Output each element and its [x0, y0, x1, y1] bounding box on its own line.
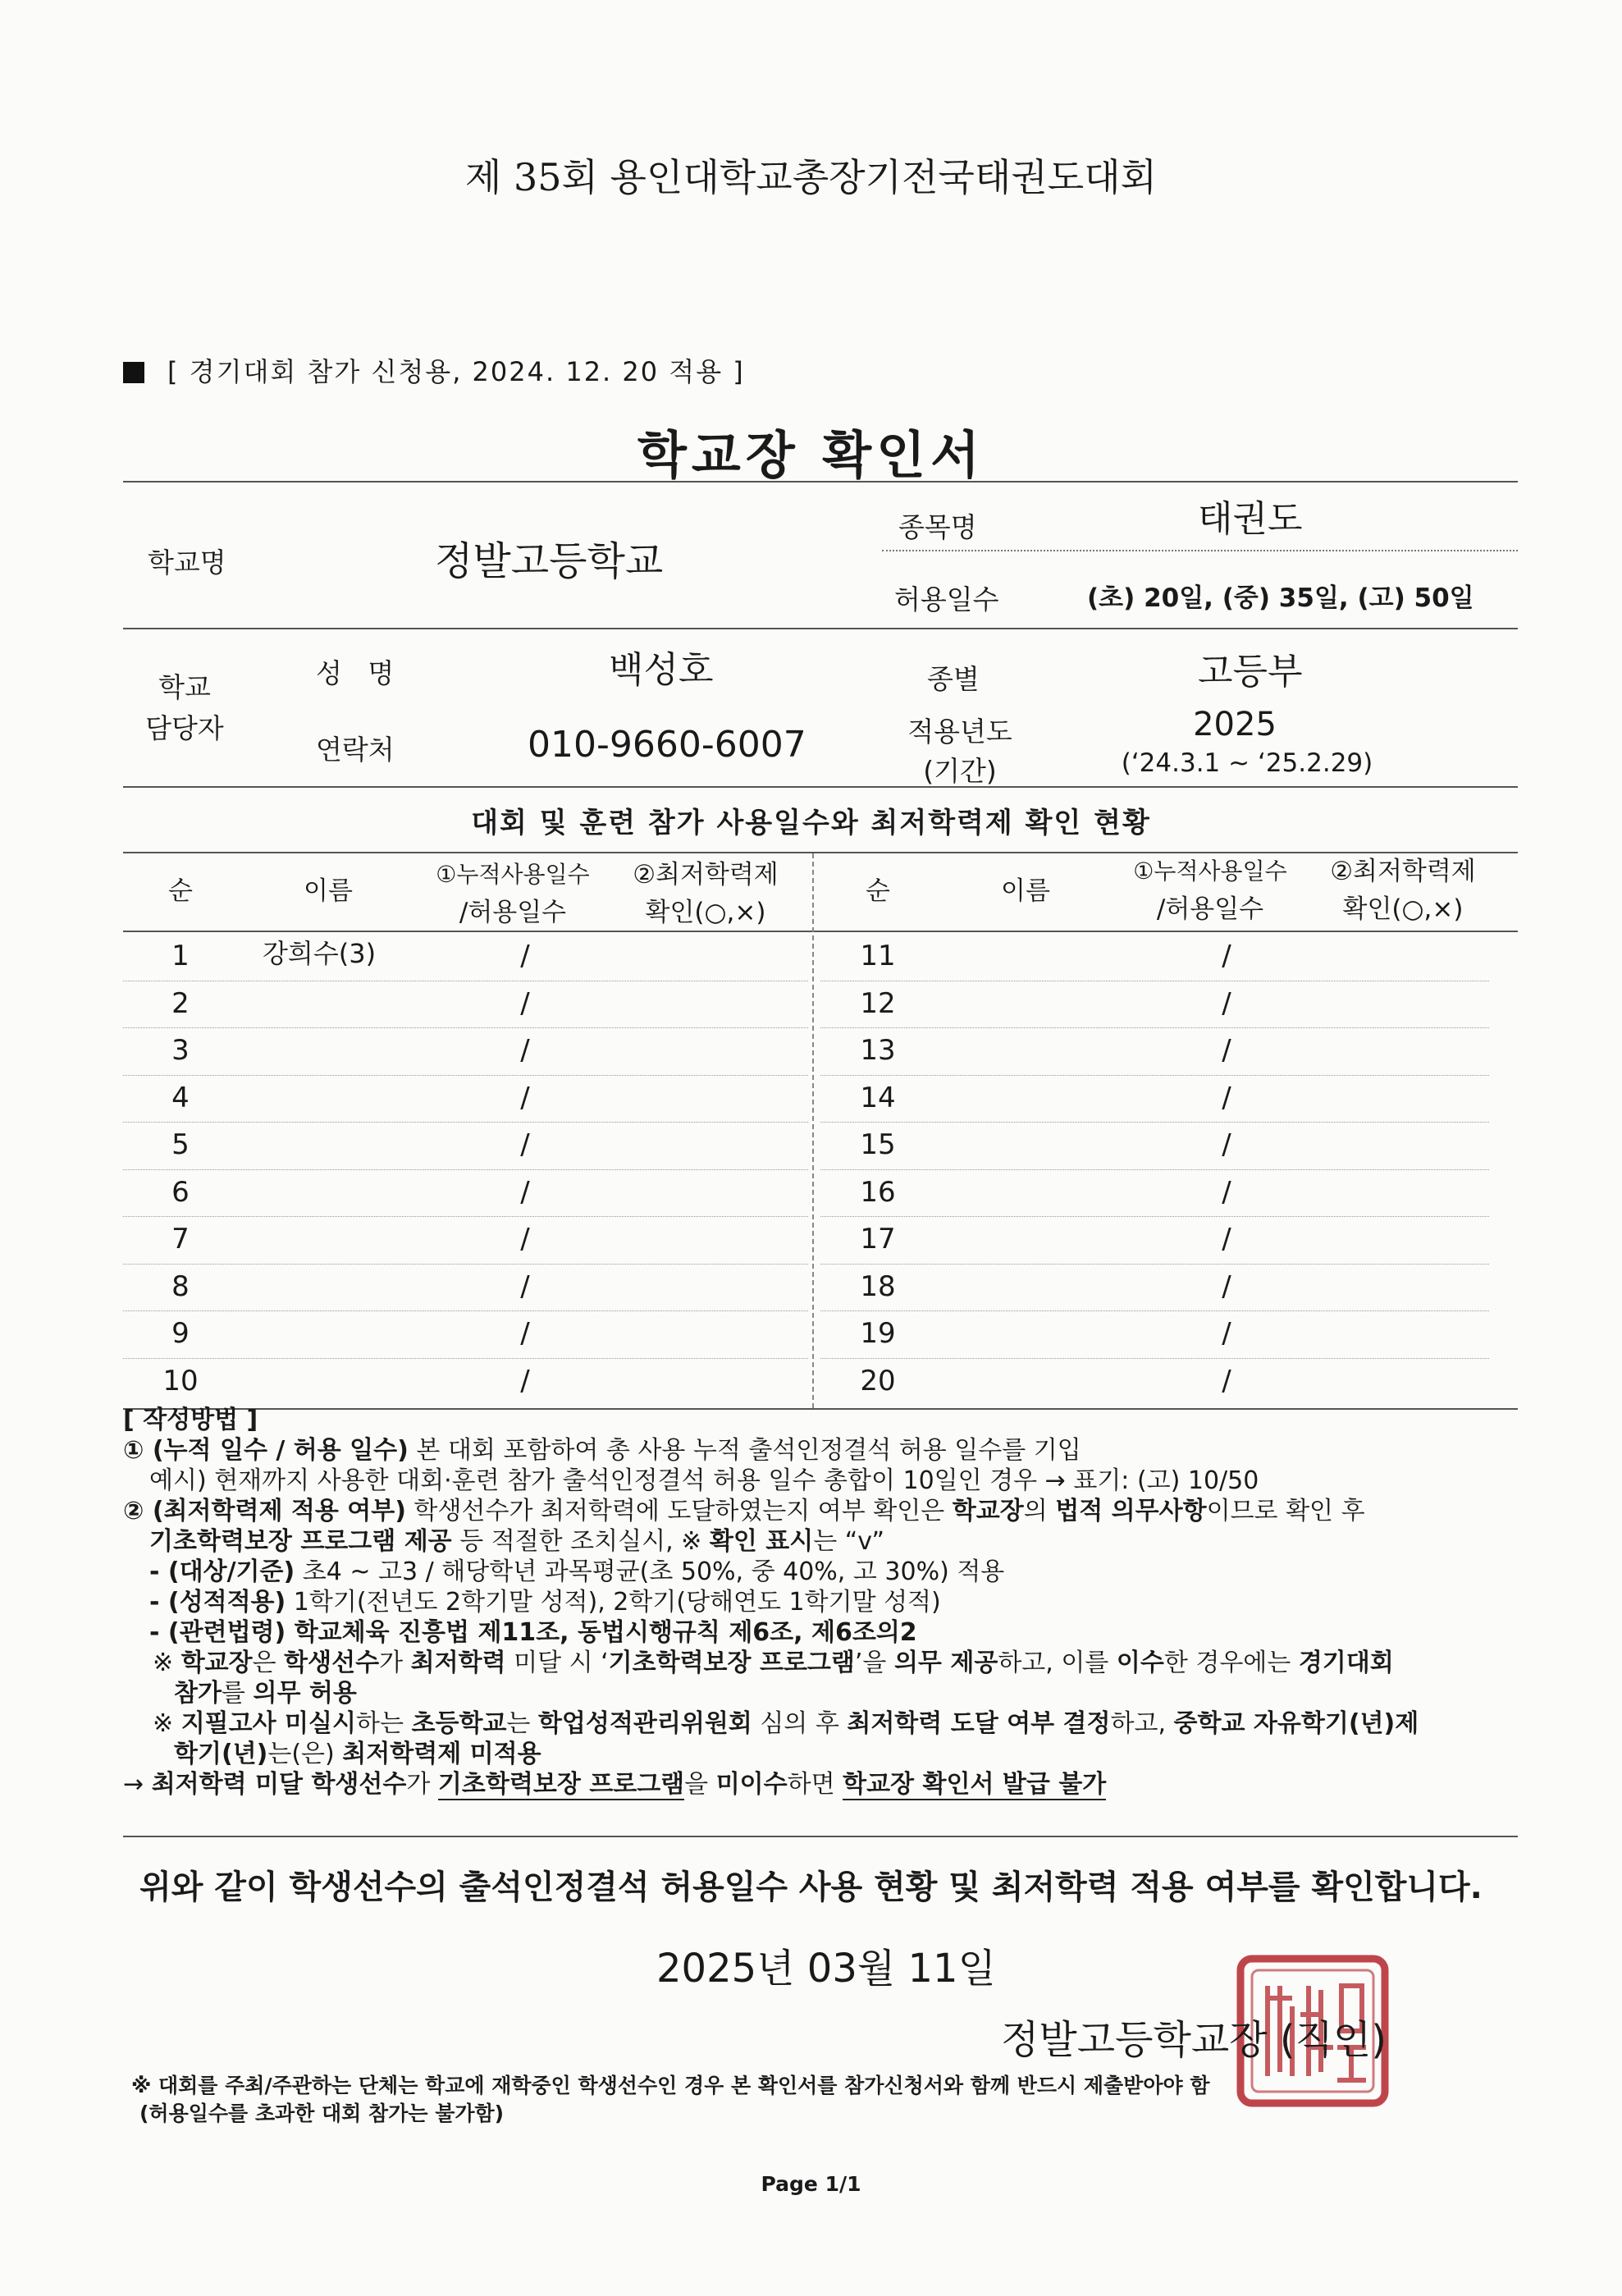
- name-value: 백성호: [609, 649, 714, 691]
- instructions: [123, 1405, 1518, 1800]
- row-days: /: [520, 1175, 530, 1209]
- period-value: (‘24.3.1 ~ ‘25.2.29): [1121, 748, 1373, 778]
- instruction-line: 참가를 의무 허용: [174, 1679, 357, 1708]
- instruction-line: - (관련법령) 학교체육 진흥법 제11조, 동법시행규칙 제6조, 제6조의2: [149, 1618, 917, 1647]
- row-number: 13: [860, 1034, 896, 1067]
- row-days: /: [1222, 1128, 1231, 1161]
- divider: [123, 628, 1518, 629]
- header-days-1: ①누적사용일수: [436, 861, 590, 888]
- header-name: 이름: [1001, 876, 1050, 906]
- row-days: /: [1222, 1223, 1231, 1255]
- school-value: 정발고등학교: [435, 538, 664, 584]
- header-days-2: /허용일수: [459, 898, 567, 927]
- row-days: /: [520, 1081, 530, 1114]
- divider: [882, 550, 1518, 551]
- row-divider: [123, 1310, 808, 1311]
- instruction-line: ① (누적 일수 / 허용 일수) 본 대회 포함하여 총 사용 누적 출석인정결석 허용 일수를 기입: [123, 1436, 1081, 1465]
- row-days: /: [1222, 1317, 1231, 1350]
- row-divider: [123, 1122, 808, 1123]
- row-divider: [123, 1027, 808, 1028]
- row-divider: [123, 1075, 808, 1076]
- row-number: 20: [860, 1364, 896, 1397]
- header-no: 순: [866, 876, 890, 906]
- row-divider: [123, 1264, 808, 1265]
- instruction-line: 학기(년)는(은) 최저학력제 미적용: [174, 1740, 541, 1768]
- row-number: 14: [860, 1081, 896, 1114]
- row-divider: [820, 1075, 1489, 1076]
- footnote-line-2: (허용일수를 초과한 대회 참가는 불가함): [139, 2102, 505, 2125]
- table-caption: 대회 및 훈련 참가 사용일수와 최저학력제 확인 현황: [471, 807, 1151, 839]
- row-number: 6: [171, 1175, 190, 1209]
- allowed-days-value: (초) 20일, (중) 35일, (고) 50일: [1087, 583, 1474, 613]
- row-days: /: [1222, 986, 1231, 1020]
- header-check-1: ②최저학력제: [633, 860, 779, 890]
- instruction-line: → 최저학력 미달 학생선수가 기초학력보장 프로그램을 미이수하면 학교장 확인서 발급 불가: [123, 1770, 1107, 1799]
- divider: [123, 481, 1518, 483]
- division-label: 종별: [927, 663, 980, 695]
- header-check-2: 확인(○,×): [645, 898, 766, 927]
- footnote: [131, 2072, 1526, 2128]
- allowed-days-label: 허용일수: [894, 583, 999, 615]
- row-number: 8: [171, 1269, 190, 1303]
- instruction-line: ※ 학교장은 학생선수가 최저학력 미달 시 ‘기초학력보장 프로그램’을 의무 제공하고, 이를 이수한 경우에는 경기대회: [153, 1649, 1394, 1677]
- row-divider: [820, 1027, 1489, 1028]
- divider: [123, 1836, 1518, 1837]
- instruction-line: - (성적적용) 1학기(전년도 2학기말 성적), 2학기(당해연도 1학기말 성적): [149, 1588, 941, 1617]
- instruction-line: - (대상/기준) 초4 ~ 고3 / 해당학년 과목평균(초 50%, 중 40%, 고 30%) 적용: [149, 1557, 1005, 1586]
- event-title: 제 35회 용인대학교총장기전국태권도대회: [464, 155, 1158, 199]
- row-days: /: [1222, 1364, 1231, 1397]
- year-label-2: (기간): [923, 755, 997, 787]
- row-days: /: [520, 1317, 530, 1350]
- header-check-2: 확인(○,×): [1342, 894, 1464, 924]
- instructions-title: [ 작성방법 ]: [123, 1406, 258, 1434]
- row-days: /: [520, 1223, 530, 1255]
- row-number: 10: [162, 1364, 199, 1397]
- header-no: 순: [168, 876, 193, 906]
- row-days: /: [520, 1364, 530, 1397]
- row-number: 1: [171, 940, 190, 972]
- year-value: 2025: [1193, 706, 1277, 743]
- row-number: 9: [171, 1317, 190, 1350]
- sport-label: 종목명: [898, 511, 977, 543]
- sport-value: 태권도: [1198, 498, 1303, 540]
- row-divider: [123, 1216, 808, 1217]
- row-divider: [123, 1358, 808, 1359]
- row-number: 11: [860, 940, 896, 972]
- row-number: 17: [860, 1223, 896, 1255]
- header-check-1: ②최저학력제: [1330, 857, 1476, 886]
- instruction-line: ② (최저학력제 적용 여부) 학생선수가 최저학력에 도달하였는지 여부 확인은 학교장의 법적 의무사항이므로 확인 후: [123, 1497, 1365, 1525]
- row-divider: [820, 1310, 1489, 1311]
- contact-label-1: 학교: [158, 671, 211, 703]
- instruction-line: 기초학력보장 프로그램 제공 등 적절한 조치실시, ※ 확인 표시는 “v”: [149, 1527, 885, 1556]
- row-days: /: [1222, 1034, 1231, 1067]
- row-divider: [820, 1264, 1489, 1265]
- row-number: 18: [860, 1269, 896, 1303]
- row-divider: [123, 1169, 808, 1170]
- contact-label-2: 담당자: [145, 712, 224, 744]
- school-label: 학교명: [148, 547, 226, 579]
- row-number: 15: [860, 1128, 896, 1161]
- row-divider: [820, 1358, 1489, 1359]
- row-days: /: [1222, 1175, 1231, 1209]
- square-bullet-icon: [123, 362, 144, 383]
- page-number: Page 1/1: [761, 2172, 861, 2196]
- row-number: 5: [171, 1128, 190, 1161]
- row-number: 7: [171, 1223, 190, 1255]
- divider: [123, 931, 1518, 932]
- confirmation-statement: 위와 같이 학생선수의 출석인정결석 허용일수 사용 현황 및 최저학력 적용 여부를 확인합니다.: [139, 1868, 1483, 1906]
- signer: 정발고등학교장 (직인): [1001, 2017, 1387, 2063]
- header-days-2: /허용일수: [1156, 894, 1264, 924]
- phone-value: 010-9660-6007: [528, 724, 806, 766]
- row-days: /: [1222, 1269, 1231, 1303]
- row-number: 3: [171, 1034, 190, 1067]
- header-days-1: ①누적사용일수: [1133, 858, 1287, 885]
- row-name: 강희수(3): [263, 938, 377, 969]
- header-name: 이름: [304, 876, 353, 906]
- column-divider: [812, 853, 814, 1408]
- row-number: 12: [860, 986, 896, 1020]
- form-note: [123, 351, 745, 389]
- row-days: /: [520, 986, 530, 1020]
- document-title: 학교장 확인서: [637, 425, 985, 485]
- row-days: /: [520, 1034, 530, 1067]
- form-note-text: [ 경기대회 참가 신청용, 2024. 12. 20 적용 ]: [167, 356, 745, 387]
- row-days: /: [520, 1128, 530, 1161]
- row-days: /: [1222, 940, 1231, 972]
- instruction-line: ※ 지필고사 미실시하는 초등학교는 학업성적관리위원회 심의 후 최저학력 도달 여부 결정하고, 중학교 자유학기(년)제: [153, 1709, 1419, 1738]
- issue-date: 2025년 03월 11일: [656, 1946, 996, 1992]
- row-days: /: [1222, 1081, 1231, 1114]
- division-value: 고등부: [1198, 651, 1303, 693]
- divider: [123, 786, 1518, 788]
- row-divider: [820, 1122, 1489, 1123]
- row-days: /: [520, 1269, 530, 1303]
- row-divider: [820, 1169, 1489, 1170]
- row-number: 4: [171, 1081, 190, 1114]
- row-number: 2: [171, 986, 190, 1020]
- year-label-1: 적용년도: [907, 716, 1012, 748]
- row-divider: [820, 1216, 1489, 1217]
- row-number: 16: [860, 1175, 896, 1209]
- instruction-line: 예시) 현재까지 사용한 대회·훈련 참가 출석인정결석 허용 일수 총합이 10일인 경우 → 표기: (고) 10/50: [149, 1466, 1259, 1495]
- row-days: /: [520, 940, 530, 972]
- phone-label: 연락처: [316, 734, 395, 766]
- footnote-line-1: ※ 대회를 주최/주관하는 단체는 학교에 재학중인 학생선수인 경우 본 확인서를 참가신청서와 함께 반드시 제출받아야 함: [131, 2074, 1210, 2097]
- name-label: 성 명: [316, 657, 395, 689]
- row-number: 19: [860, 1317, 896, 1350]
